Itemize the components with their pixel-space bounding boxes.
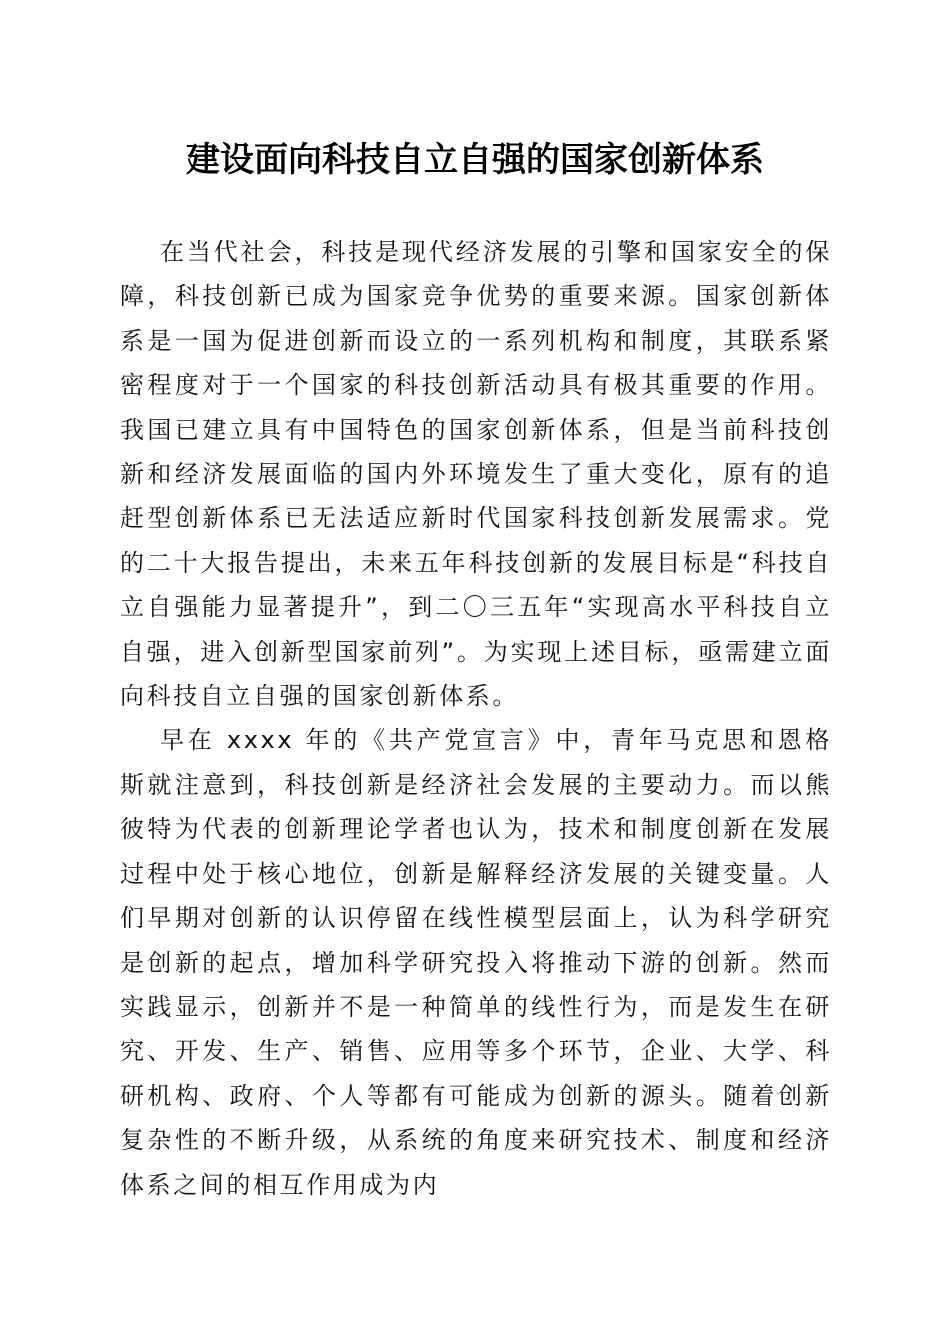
document-body xyxy=(120,230,832,1207)
document-title: 建设面向科技自立自强的国家创新体系 xyxy=(186,140,764,180)
paragraph-1: 在当代社会，科技是现代经济发展的引擎和国家安全的保障，科技创新已成为国家竞争优势的重要来源。国家创新体系是一国为促进创新而设立的一系列机构和制度，其联系紧密程度对于一个国家的科技创新活动具有极其重要的作用。我国已建立具有中国特色的国家创新体系，但是当前科技创新和经济发展面临的国内外环境发生了重大变化，原有的追赶型创新体系已无法适应新时代国家科技创新发展需求。党的二十大报告提出，未来五年科技创新的发展目标是“科技自立自强能力显著提升”，到二〇三五年“实现高水平科技自立自强，进入创新型国家前列”。为实现上述目标，亟需建立面向科技自立自强的国家创新体系。 xyxy=(120,238,832,711)
paragraph-2: 早在 xxxx 年的《共产党宣言》中，青年马克思和恩格斯就注意到，科技创新是经济社会发展的主要动力。而以熊彼特为代表的创新理论学者也认为，技术和制度创新在发展过程中处于核心地位，创新是解释经济发展的关键变量。人们早期对创新的认识停留在线性模型层面上，认为科学研究是创新的起点，增加科学研究投入将推动下游的创新。然而实践显示，创新并不是一种简单的线性行为，而是发生在研究、开发、生产、销售、应用等多个环节，企业、大学、科研机构、政府、个人等都有可能成为创新的源头。随着创新复杂性的不断升级，从系统的角度来研究技术、制度和经济体系之间的相互作用成为内 xyxy=(120,726,832,1199)
